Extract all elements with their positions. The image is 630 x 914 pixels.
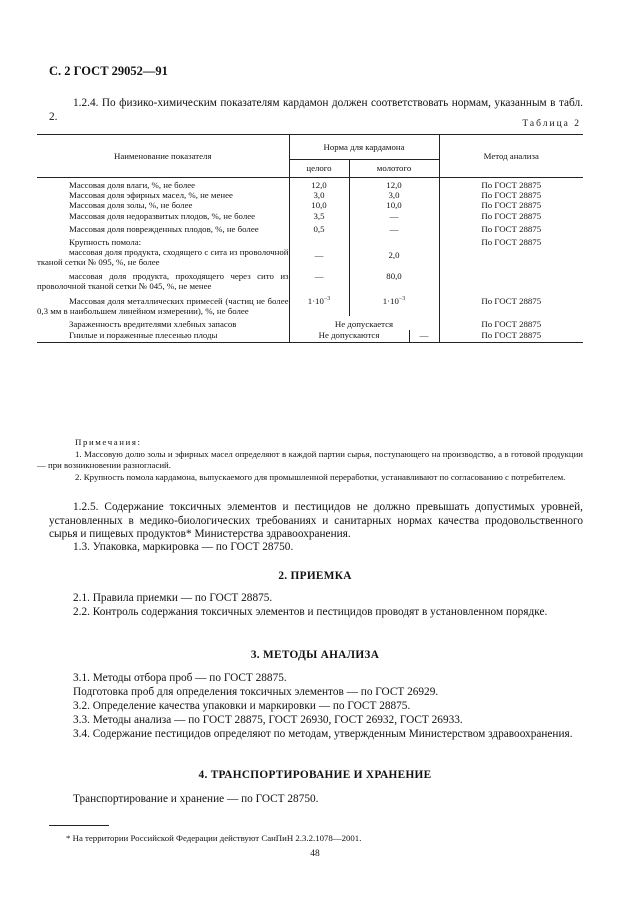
section-title-2: 2. ПРИЕМКА (278, 570, 352, 582)
col-header-whole: целого (289, 160, 349, 178)
row-ground: 80,0 (349, 268, 439, 291)
footnote: * На территории Российской Федерации действуют СанПиН 2.3.2.1078—2001. (66, 833, 362, 843)
row-method: По ГОСТ 28875 (439, 178, 583, 191)
row-ground (349, 234, 439, 247)
page-header: С. 2 ГОСТ 29052—91 (49, 64, 168, 78)
row-name: Массовая доля золы, %, не более (69, 200, 193, 211)
paragraph-4: Транспортирование и хранение — по ГОСТ 28750. (73, 793, 319, 805)
row-method: По ГОСТ 28875 (439, 316, 583, 329)
paragraph-2-2: 2.2. Контроль содержания токсичных элементов и пестицидов проводят в установленном порядке. (73, 606, 548, 618)
row-name: Массовая доля поврежденных плодов, %, не более (69, 223, 259, 234)
table-row (37, 200, 583, 210)
row-method: По ГОСТ 28875 (439, 211, 583, 221)
row-method: По ГОСТ 28875 (439, 200, 583, 210)
paragraph-3-2: 3.2. Определение качества упаковки и маркировки — по ГОСТ 28875. (73, 700, 411, 712)
note-1: 1. Массовую долю золы и эфирных масел определяют в каждой партии сырья, поступающего на производство, а в готовой продукции — при возникновении разногласий. (37, 448, 583, 470)
paragraph-1-2-5: 1.2.5. Содержание токсичных элементов и пестицидов не должно превышать допустимых уровней, установленных в медико-биологических требованиях и санитарных нормах качества продовольственного сырья и пищевых продуктов* Министерства здравоохранения. (49, 501, 583, 541)
col-header-norm: Норма для кардамона (289, 135, 439, 160)
note-2: 2. Крупность помола кардамона, выпускаемого для промышленной переработки, устанавливают по согласованию с потребителем. (75, 471, 566, 482)
paragraph-3-3: 3.3. Методы анализа — по ГОСТ 28875, ГОСТ 26930, ГОСТ 26932, ГОСТ 26933. (73, 714, 463, 726)
section-title-3: 3. МЕТОДЫ АНАЛИЗА (250, 649, 380, 661)
row-method (439, 268, 583, 291)
table-row (37, 211, 583, 221)
col-header-ground: молотого (349, 160, 439, 178)
table-row (37, 221, 583, 234)
row-method: По ГОСТ 28875 (439, 190, 583, 200)
row-method: По ГОСТ 28875 (439, 330, 583, 343)
row-name: Зараженность вредителями хлебных запасов (69, 319, 237, 330)
table-row (37, 316, 583, 329)
paragraph-3-1-b: Подготовка проб для определения токсичных элементов — по ГОСТ 26929. (73, 686, 439, 698)
row-whole: 0,5 (289, 221, 349, 234)
row-ground: — (349, 221, 439, 234)
table-row (37, 330, 583, 343)
table-row (37, 247, 583, 267)
row-whole (289, 234, 349, 247)
page-number: 48 (310, 849, 320, 859)
row-ground: 2,0 (349, 247, 439, 267)
row-name: Гнилые и пораженные плесенью плоды (37, 330, 289, 343)
row-whole: $1\cdot 10^{-3}$ (289, 291, 349, 316)
section-title-4: 4. ТРАНСПОРТИРОВАНИЕ И ХРАНЕНИЕ (198, 769, 432, 781)
paragraph-3-4: 3.4. Содержание пестицидов определяют по методам, утвержденным Министерством здравоохранения. (73, 728, 573, 740)
notes-label: Примечания: (75, 437, 142, 447)
row-whole: — (289, 247, 349, 267)
table-label: Таблица 2 (522, 119, 581, 129)
row-name: Массовая доля влаги, %, не более (69, 180, 196, 190)
table-2 (37, 134, 583, 343)
row-name: Крупность помола: (69, 237, 142, 248)
row-whole: 10,0 (289, 200, 349, 210)
row-ground: — (409, 330, 439, 343)
row-method: По ГОСТ 28875 (439, 221, 583, 234)
row-method: По ГОСТ 28875 (439, 291, 583, 316)
row-ground: 10,0 (349, 200, 439, 210)
row-name: Массовая доля недоразвитых плодов, %, не более (69, 210, 256, 221)
row-name: Массовая доля металлических примесей (частиц не более 0,3 мм в наибольшем линейном измерении), %, не более (37, 296, 289, 317)
col-header-name: Наименование показателя (37, 135, 289, 178)
table-row (37, 291, 583, 316)
row-name: Массовая доля эфирных масел, %, не менее (69, 190, 233, 201)
paragraph-3-1: 3.1. Методы отбора проб — по ГОСТ 28875. (73, 672, 287, 684)
paragraph-2-1: 2.1. Правила приемки — по ГОСТ 28875. (73, 592, 273, 604)
row-method: По ГОСТ 28875 (439, 234, 583, 247)
table-row (37, 234, 583, 247)
row-whole: 12,0 (289, 178, 349, 191)
table-row (37, 190, 583, 200)
row-ground: 3,0 (349, 190, 439, 200)
table-row (37, 268, 583, 291)
col-header-method: Метод анализа (439, 135, 583, 178)
paragraph-1-2-4: 1.2.4. По физико-химическим показателям кардамон должен соответствовать нормам, указанным в табл. 2. (49, 97, 583, 123)
row-merged-norm: Не допускается (289, 316, 439, 329)
row-whole: Не допускаются (289, 330, 409, 343)
row-method (439, 247, 583, 267)
footnote-divider (49, 825, 109, 826)
row-whole: 3,5 (289, 211, 349, 221)
row-name: массовая доля продукта, проходящего через сито из проволочной тканой сетки № 045, %, не менее (37, 270, 289, 291)
row-ground: $1\cdot 10^{-3}$ (349, 291, 439, 316)
table-row (37, 178, 583, 191)
table-notes (37, 437, 583, 483)
paragraph-1-3: 1.3. Упаковка, маркировка — по ГОСТ 28750. (73, 541, 294, 553)
row-name: массовая доля продукта, сходящего с сита из проволочной тканой сетки № 095, %, не более (37, 247, 289, 268)
row-ground: — (349, 211, 439, 221)
row-whole: — (289, 268, 349, 291)
row-ground: 12,0 (349, 178, 439, 191)
row-whole: 3,0 (289, 190, 349, 200)
